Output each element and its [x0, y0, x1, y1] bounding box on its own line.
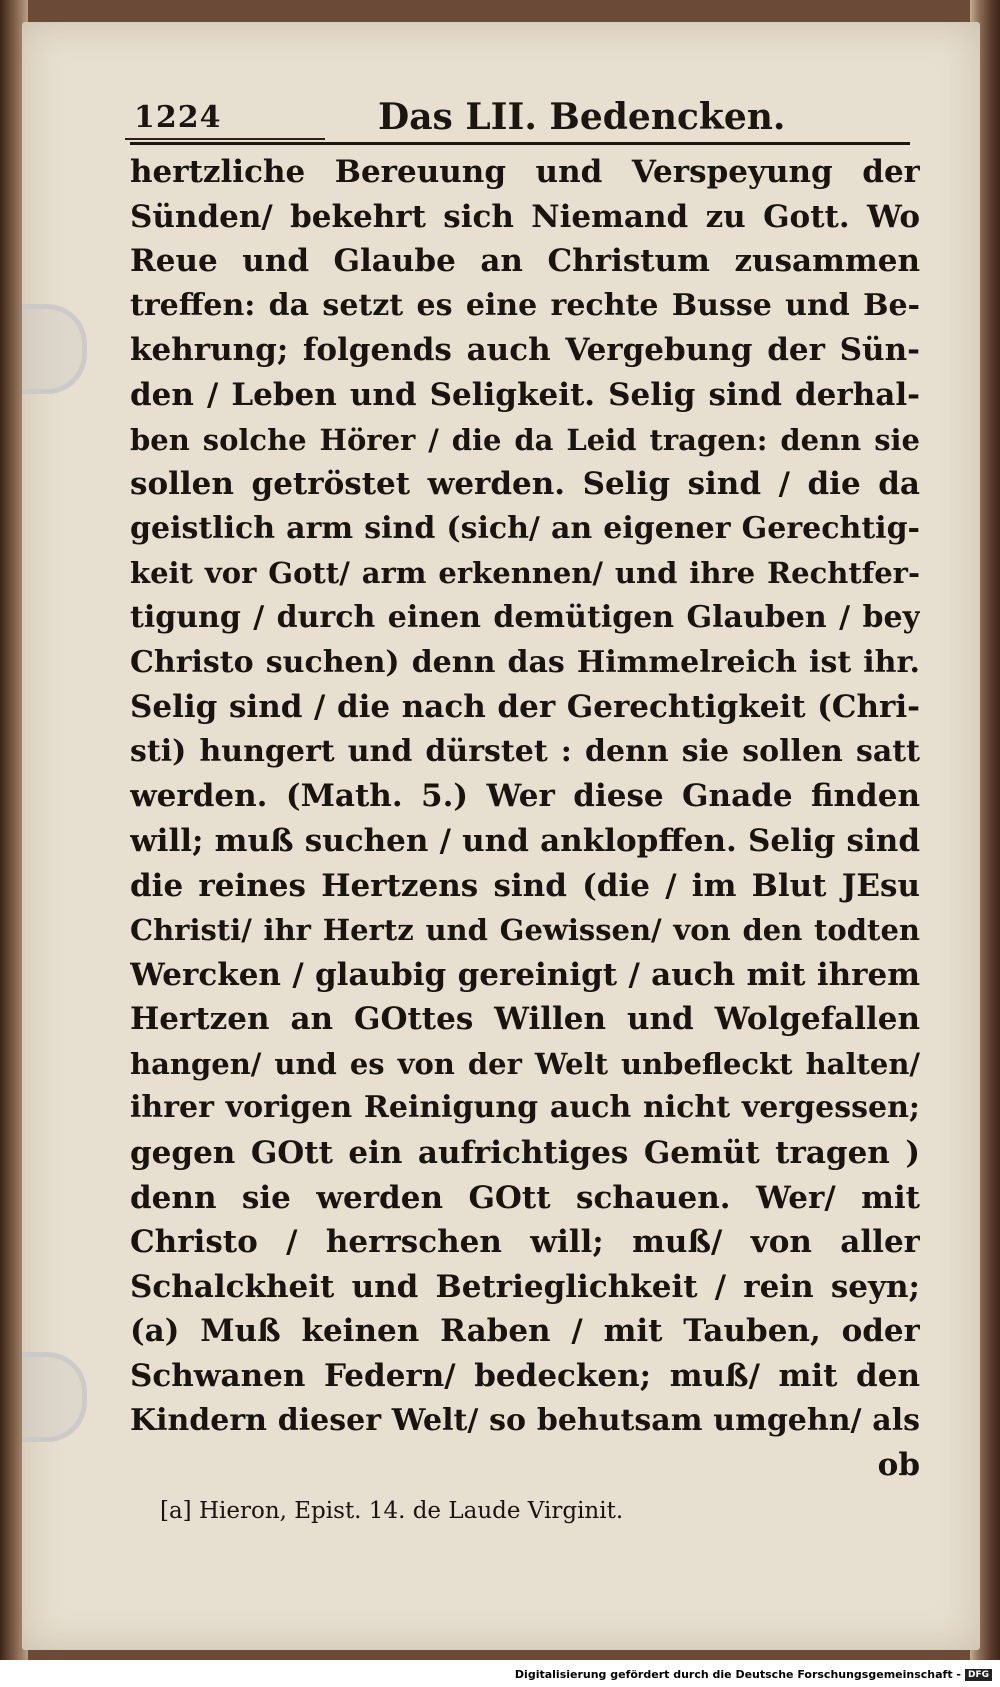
text-line: Christi/ ihr Hertz und Gewissen/ von den todten — [130, 913, 920, 948]
text-line: sti) hungert und dürstet : denn sie sollen satt — [130, 733, 920, 769]
digitization-credit — [515, 1668, 992, 1681]
page-number: 1224 — [134, 100, 222, 135]
text-line: gegen GOtt ein aufrichtiges Gemüt tragen ) — [130, 1135, 920, 1172]
text-line: Sünden/ bekehrt sich Niemand zu Gott. Wo — [130, 198, 920, 235]
text-line: Reue und Glaube an Christum zusammen — [130, 243, 920, 280]
text-line: Selig sind / die nach der Gerechtigkeit (Chri- — [130, 689, 920, 726]
text-line: keit vor Gott/ arm erkennen/ und ihre Rechtfer- — [130, 556, 920, 591]
text-line: Schalckheit und Betrieglichkeit / rein seyn; — [130, 1268, 920, 1305]
running-head: Das LII. Bedencken. — [378, 96, 786, 138]
page-clip-top — [22, 304, 87, 394]
text-line: Wercken / glaubig gereinigt / auch mit ihrem — [130, 956, 920, 993]
text-line: den / Leben und Seligkeit. Selig sind derhal- — [130, 376, 920, 413]
text-line: (a) Muß keinen Raben / mit Tauben, oder — [130, 1313, 920, 1350]
header-rule-left — [125, 138, 325, 140]
credit-text: Digitalisierung gefördert durch die Deutsche Forschungsgemeinschaft - — [514, 1668, 961, 1681]
text-line: sollen getröstet werden. Selig sind / die da — [130, 466, 920, 503]
text-line: kehrung; folgends auch Vergebung der Sün- — [130, 332, 920, 369]
text-line: hangen/ und es von der Welt unbefleckt halten/ — [130, 1046, 920, 1081]
text-line: treffen: da setzt es eine rechte Busse und Be- — [130, 287, 920, 323]
catchword: ob — [877, 1447, 920, 1484]
text-line: ihrer vorigen Reinigung auch nicht vergessen; — [130, 1090, 920, 1126]
text-line: Kindern dieser Welt/ so behutsam umgehn/ als — [130, 1402, 920, 1438]
page-header — [118, 88, 918, 138]
text-line: Christo suchen) denn das Himmelreich ist ihr. — [130, 644, 920, 680]
text-line: Hertzen an GOttes Willen und Wolgefallen — [130, 1001, 920, 1038]
footnote: [a] Hieron, Epist. 14. de Laude Virginit. — [160, 1498, 624, 1524]
text-line: tigung / durch einen demütigen Glauben / bey — [130, 599, 920, 635]
text-line: Christo / herrschen will; muß/ von aller — [130, 1224, 920, 1261]
dfg-logo: DFG — [965, 1669, 992, 1681]
page-clip-bottom — [22, 1352, 87, 1442]
text-line: geistlich arm sind (sich/ an eigener Gerechtig- — [130, 510, 920, 546]
text-line: ben solche Hörer / die da Leid tragen: denn sie — [130, 422, 920, 457]
text-line: Schwanen Federn/ bedecken; muß/ mit den — [130, 1358, 920, 1395]
text-line: werden. (Math. 5.) Wer diese Gnade finden — [130, 778, 920, 815]
text-line: will; muß suchen / und anklopffen. Selig sind — [130, 822, 920, 859]
text-line: die reines Hertzens sind (die / im Blut JEsu — [130, 867, 920, 904]
body-text — [130, 150, 920, 1488]
header-rule — [130, 142, 910, 145]
text-line: hertzliche Bereuung und Verspeyung der — [130, 154, 920, 190]
text-line: denn sie werden GOtt schauen. Wer/ mit — [130, 1179, 920, 1216]
